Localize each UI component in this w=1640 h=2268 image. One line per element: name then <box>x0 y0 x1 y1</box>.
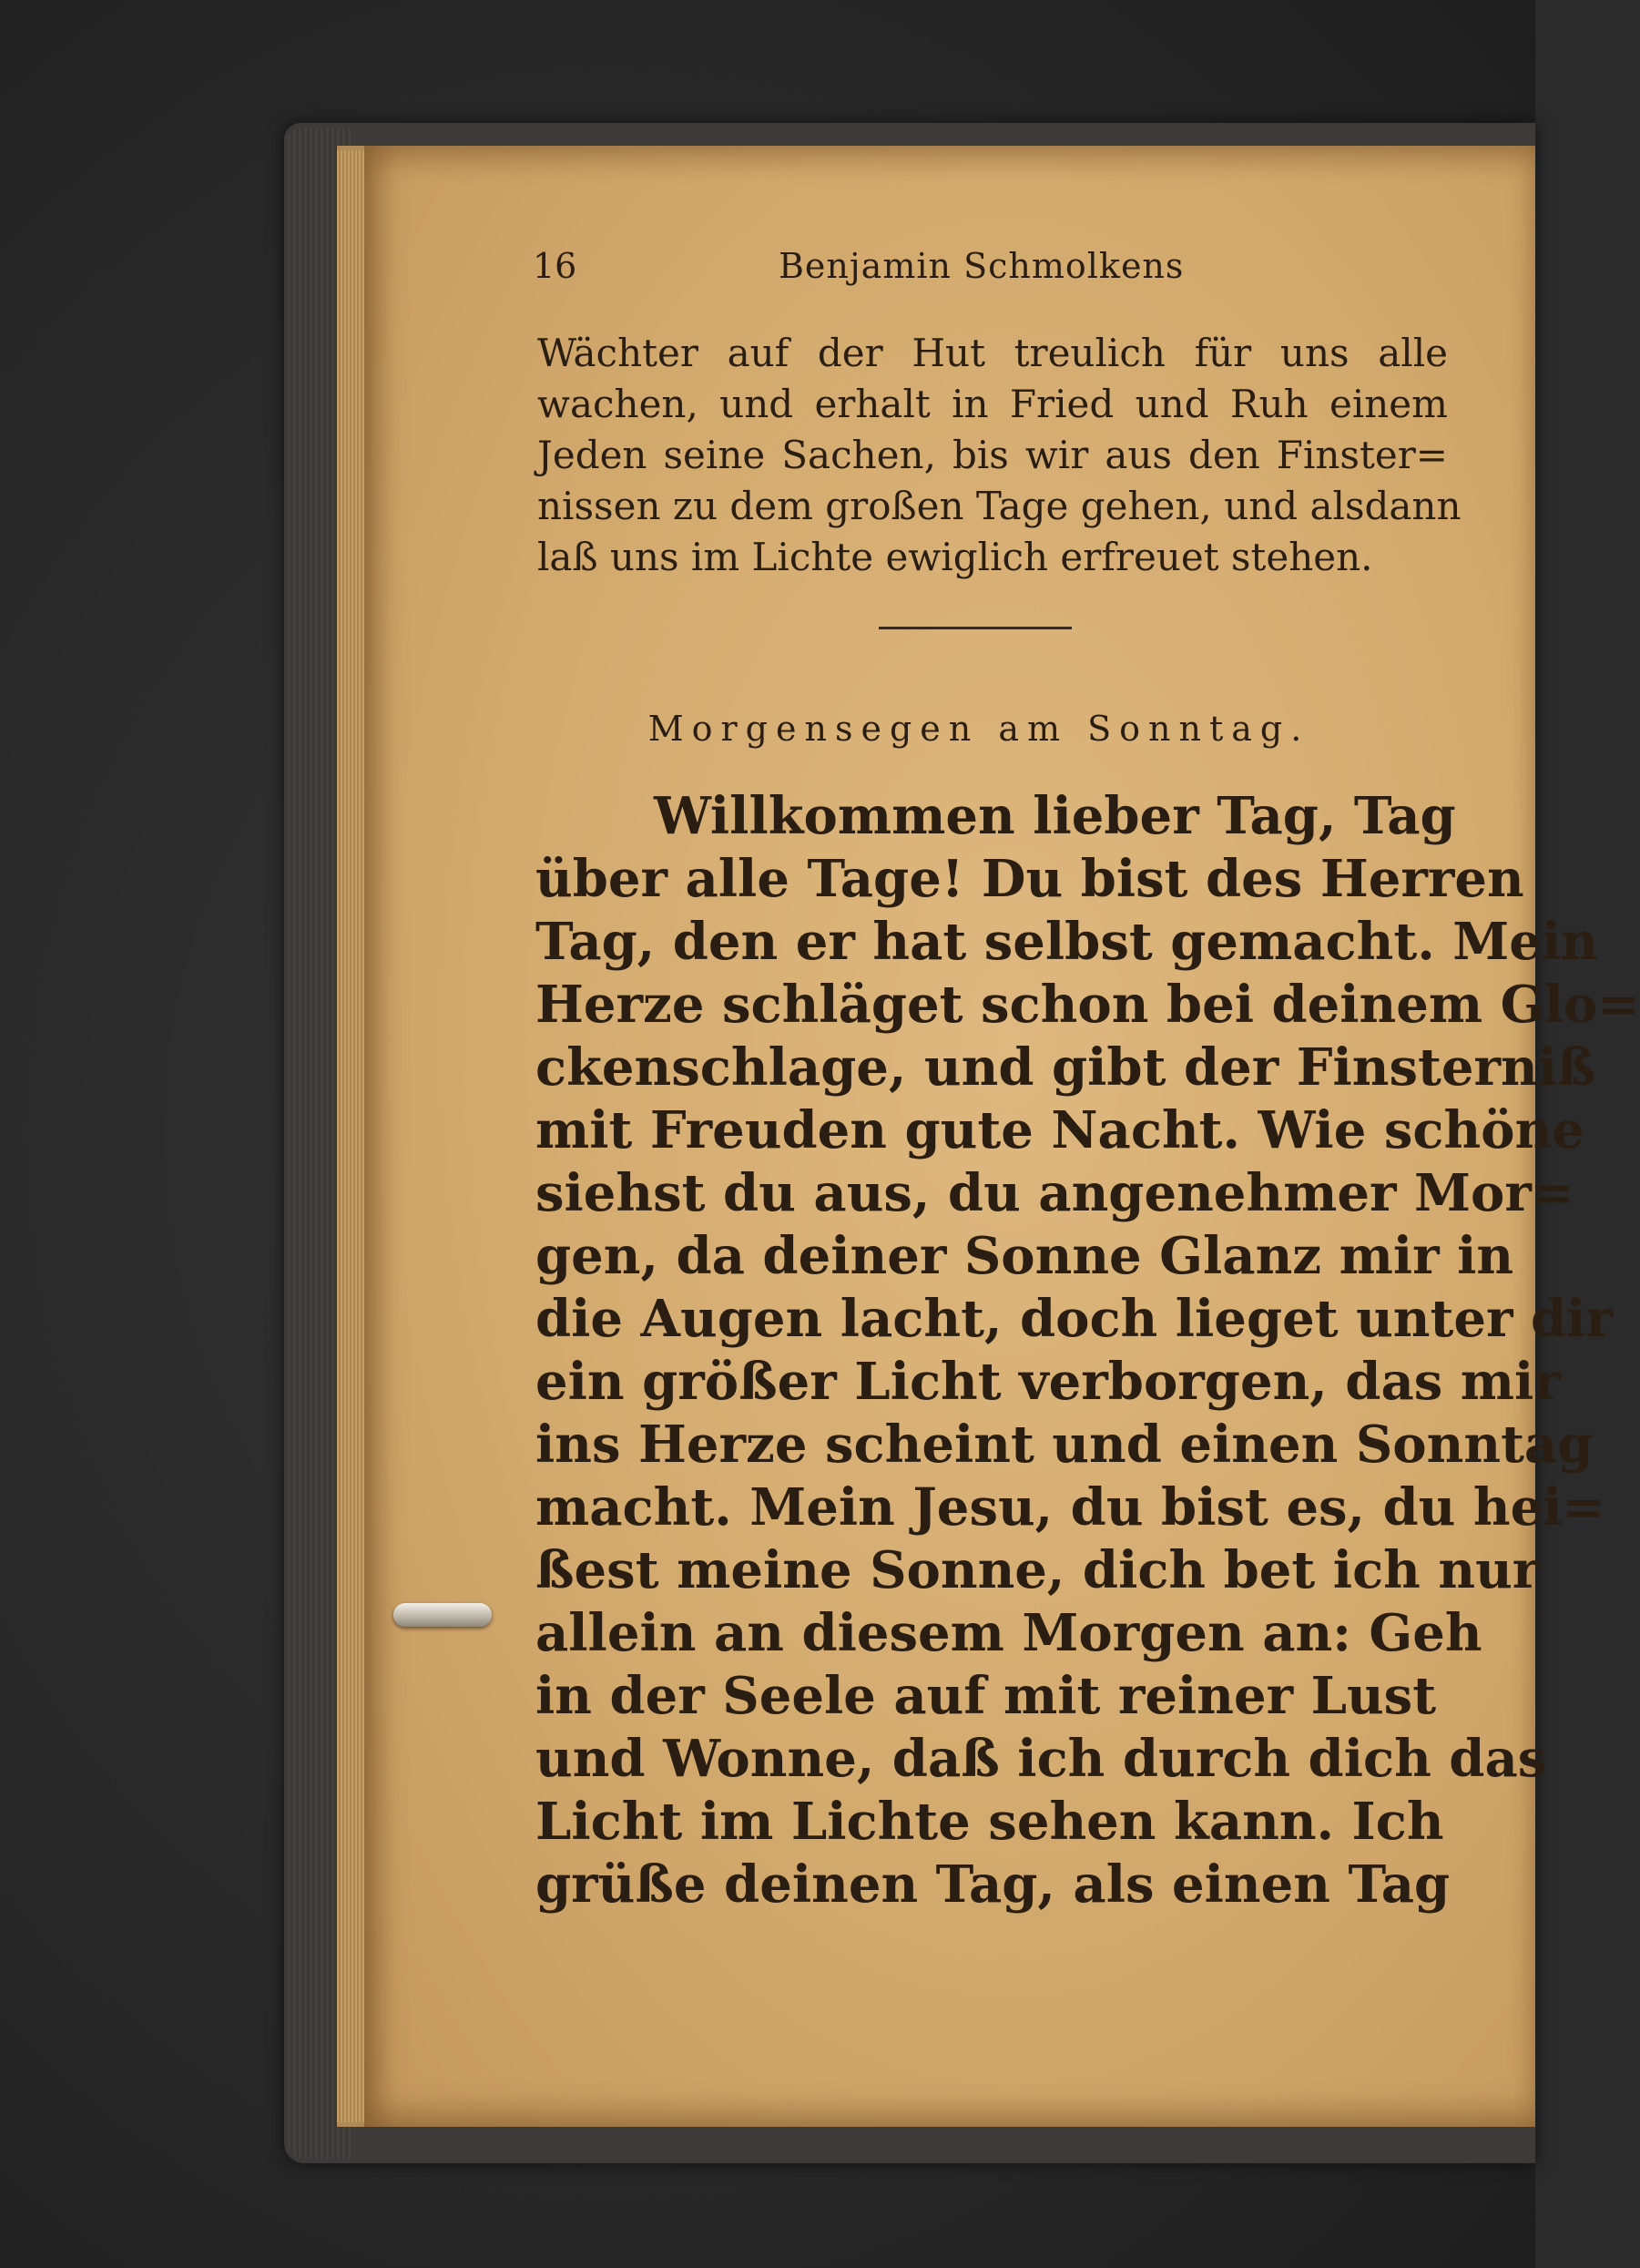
text-line: Willkommen lieber Tag, Tag <box>654 786 1456 846</box>
text-line: nissen zu dem großen Tage gehen, und alsdann <box>537 484 1462 528</box>
text-line: wachen, und erhalt in Fried und Ruh einem <box>537 382 1448 426</box>
text-line: Tag, den er hat selbst gemacht. Mein <box>535 912 1598 972</box>
preceding-paragraph <box>537 328 1462 583</box>
text-line: grüße deinen Tag, als einen Tag <box>535 1854 1451 1915</box>
text-line: ßest meine Sonne, dich bet ich nur <box>535 1540 1540 1600</box>
text-line: Licht im Lichte sehen kann. Ich <box>535 1792 1444 1852</box>
section-paragraph <box>535 785 1640 1916</box>
text-line: und Wonne, daß ich durch dich das <box>535 1729 1547 1789</box>
text-line: mit Freuden gute Nacht. Wie schöne <box>535 1100 1584 1160</box>
text-line: gen, da deiner Sonne Glanz mir in <box>535 1226 1514 1286</box>
text-line: macht. Mein Jesu, du bist es, du hei= <box>535 1477 1605 1538</box>
section-divider <box>879 627 1072 629</box>
text-line: in der Seele auf mit reiner Lust <box>535 1666 1437 1726</box>
text-line: über alle Tage! Du bist des Herren <box>535 849 1524 909</box>
text-line: siehst du aus, du angenehmer Mor= <box>535 1163 1574 1223</box>
section-title: Morgensegen am Sonntag. <box>647 709 1310 749</box>
text-line: Wächter auf der Hut treulich für uns alle <box>537 331 1448 375</box>
text-line: die Augen lacht, doch lieget unter dir <box>535 1289 1613 1349</box>
text-line: laß uns im Lichte ewiglich erfreuet stehen. <box>537 535 1373 579</box>
text-line: ein größer Licht verborgen, das mir <box>535 1352 1561 1412</box>
metal-clasp <box>393 1603 492 1627</box>
text-line: Herze schläget schon bei deinem Glo= <box>535 975 1640 1035</box>
text-line: allein an diesem Morgen an: Geh <box>535 1603 1482 1663</box>
running-head: Benjamin Schmolkens <box>779 246 1185 286</box>
text-line: Jeden seine Sachen, bis wir aus den Finster= <box>537 433 1448 477</box>
text-line: ins Herze scheint und einen Sonntag <box>535 1415 1594 1475</box>
text-line: ckenschlage, und gibt der Finsterniß <box>535 1037 1596 1098</box>
page-number: 16 <box>533 246 577 286</box>
